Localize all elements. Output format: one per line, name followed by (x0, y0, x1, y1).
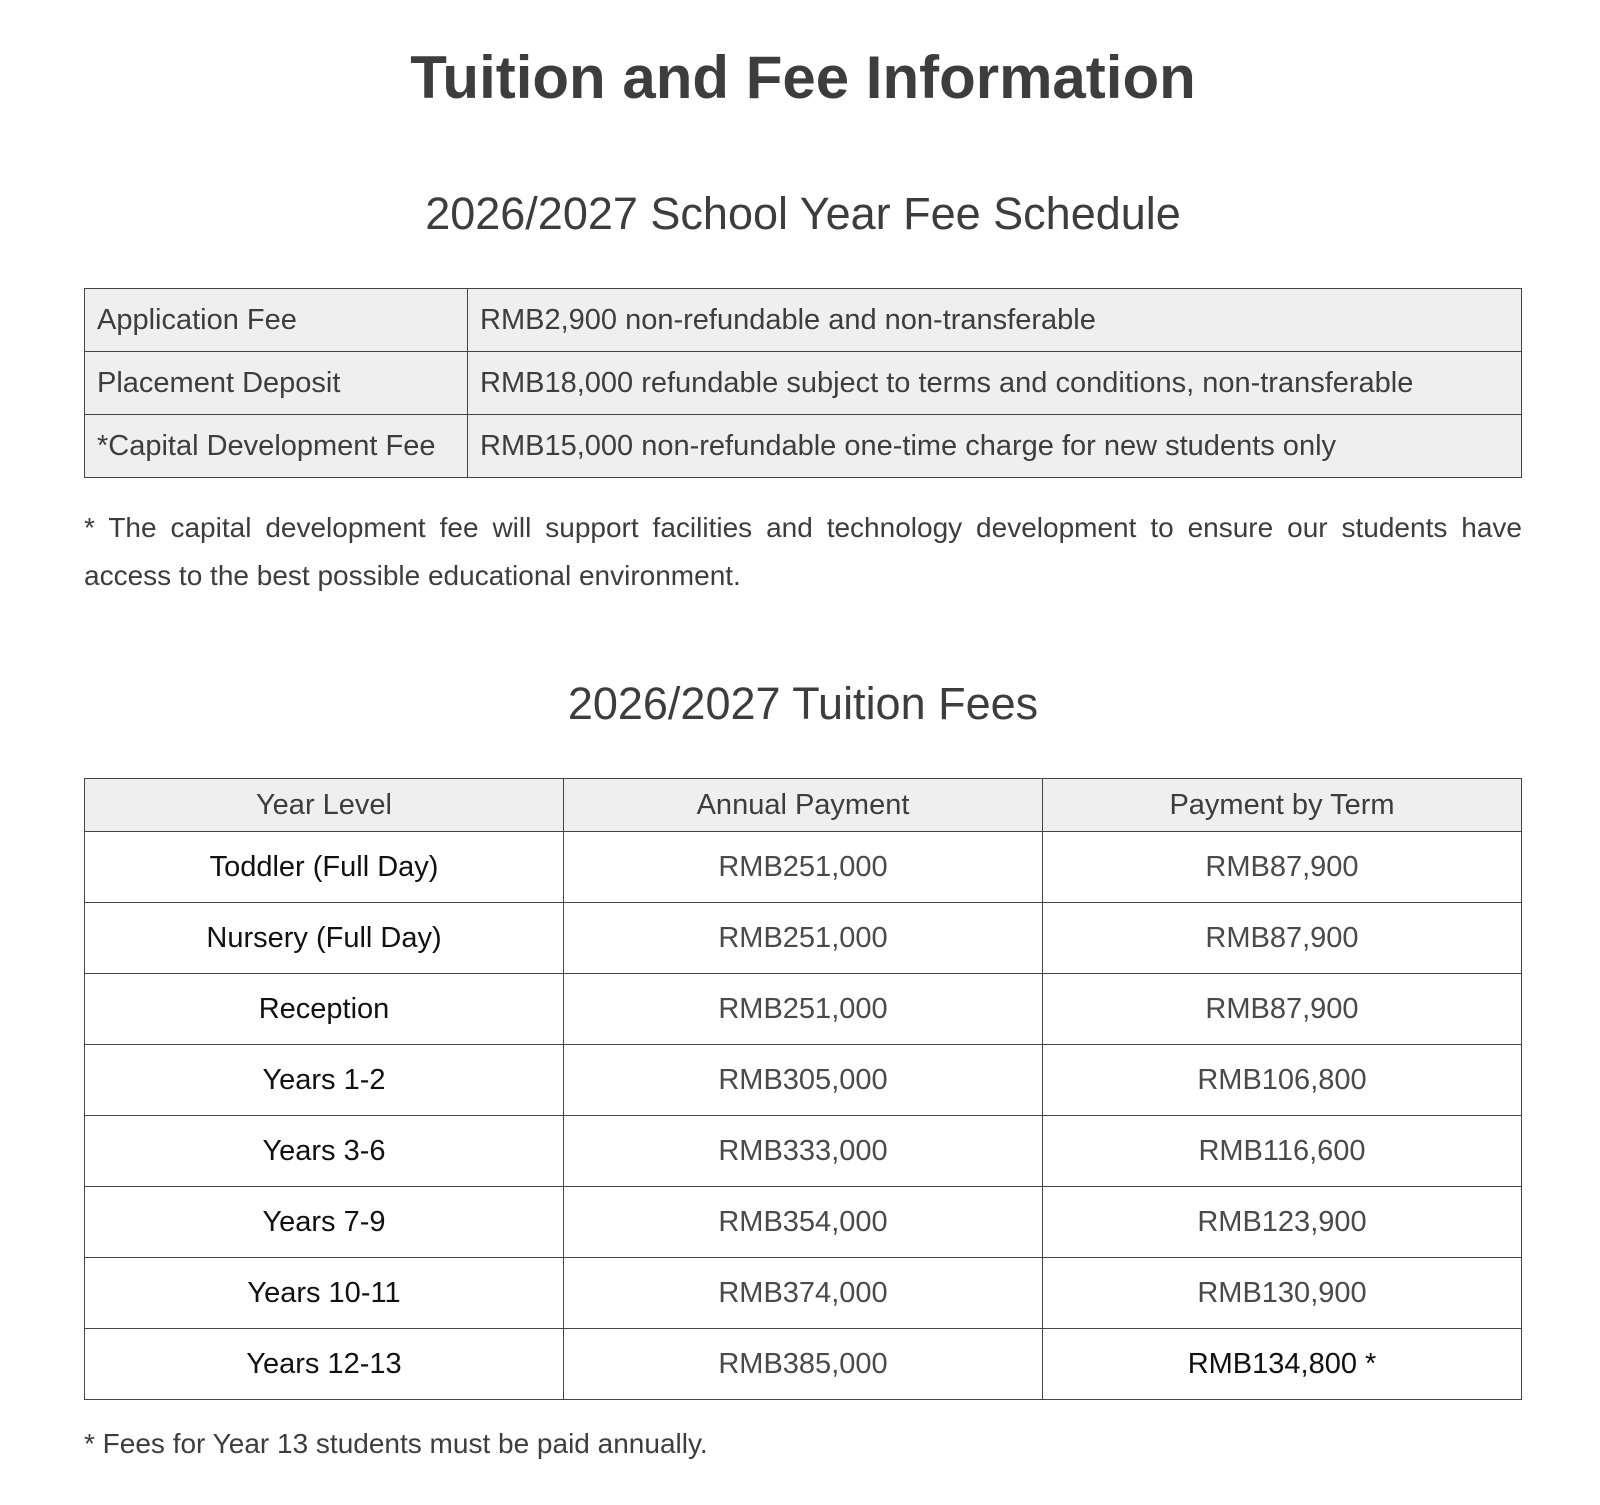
term-payment-cell: RMB123,900 (1043, 1187, 1522, 1258)
year-level-cell: Years 10-11 (85, 1258, 564, 1329)
term-payment-cell: RMB87,900 (1043, 974, 1522, 1045)
capital-fee-note: * The capital development fee will support facilities and technology development to ensure our students have access to the best possible educational environment. (84, 512, 1522, 591)
fee-value: RMB15,000 non-refundable one-time charge for new students only (468, 415, 1522, 478)
year-level-cell: Years 7-9 (85, 1187, 564, 1258)
fee-label: Application Fee (85, 289, 468, 352)
fee-schedule-table (84, 288, 1522, 478)
fee-label: Placement Deposit (85, 352, 468, 415)
year-level-cell: Years 3-6 (85, 1116, 564, 1187)
term-payment-cell: RMB134,800 * (1043, 1329, 1522, 1400)
annual-payment-cell: RMB251,000 (564, 832, 1043, 903)
table-header-row (85, 779, 1522, 832)
table-row (85, 1116, 1522, 1187)
term-payment-cell: RMB130,900 (1043, 1258, 1522, 1329)
page-title: Tuition and Fee Information (410, 44, 1196, 111)
fee-schedule-title: 2026/2027 School Year Fee Schedule (425, 188, 1181, 239)
column-header-payment-by-term: Payment by Term (1043, 779, 1522, 832)
annual-payment-cell: RMB333,000 (564, 1116, 1043, 1187)
fee-value: RMB2,900 non-refundable and non-transferable (468, 289, 1522, 352)
table-row (85, 1258, 1522, 1329)
annual-payment-cell: RMB385,000 (564, 1329, 1043, 1400)
annual-payment-cell: RMB251,000 (564, 903, 1043, 974)
year-13-note: * Fees for Year 13 students must be paid annually. (84, 1428, 708, 1459)
table-row (85, 974, 1522, 1045)
table-row (85, 415, 1522, 478)
table-row (85, 903, 1522, 974)
year-level-cell: Toddler (Full Day) (85, 832, 564, 903)
annual-payment-cell: RMB354,000 (564, 1187, 1043, 1258)
table-row (85, 1187, 1522, 1258)
term-payment-cell: RMB87,900 (1043, 903, 1522, 974)
year-level-cell: Nursery (Full Day) (85, 903, 564, 974)
term-payment-cell: RMB116,600 (1043, 1116, 1522, 1187)
table-row (85, 352, 1522, 415)
table-row (85, 1045, 1522, 1116)
year-level-cell: Reception (85, 974, 564, 1045)
annual-payment-cell: RMB305,000 (564, 1045, 1043, 1116)
year-level-cell: Years 12-13 (85, 1329, 564, 1400)
year-level-cell: Years 1-2 (85, 1045, 564, 1116)
fee-label: *Capital Development Fee (85, 415, 468, 478)
column-header-year-level: Year Level (85, 779, 564, 832)
table-row (85, 289, 1522, 352)
term-payment-cell: RMB87,900 (1043, 832, 1522, 903)
table-row (85, 832, 1522, 903)
fee-value: RMB18,000 refundable subject to terms and conditions, non-transferable (468, 352, 1522, 415)
annual-payment-cell: RMB251,000 (564, 974, 1043, 1045)
tuition-title: 2026/2027 Tuition Fees (567, 678, 1039, 729)
table-row (85, 1329, 1522, 1400)
term-payment-cell: RMB106,800 (1043, 1045, 1522, 1116)
column-header-annual-payment: Annual Payment (564, 779, 1043, 832)
tuition-table (84, 778, 1522, 1400)
annual-payment-cell: RMB374,000 (564, 1258, 1043, 1329)
